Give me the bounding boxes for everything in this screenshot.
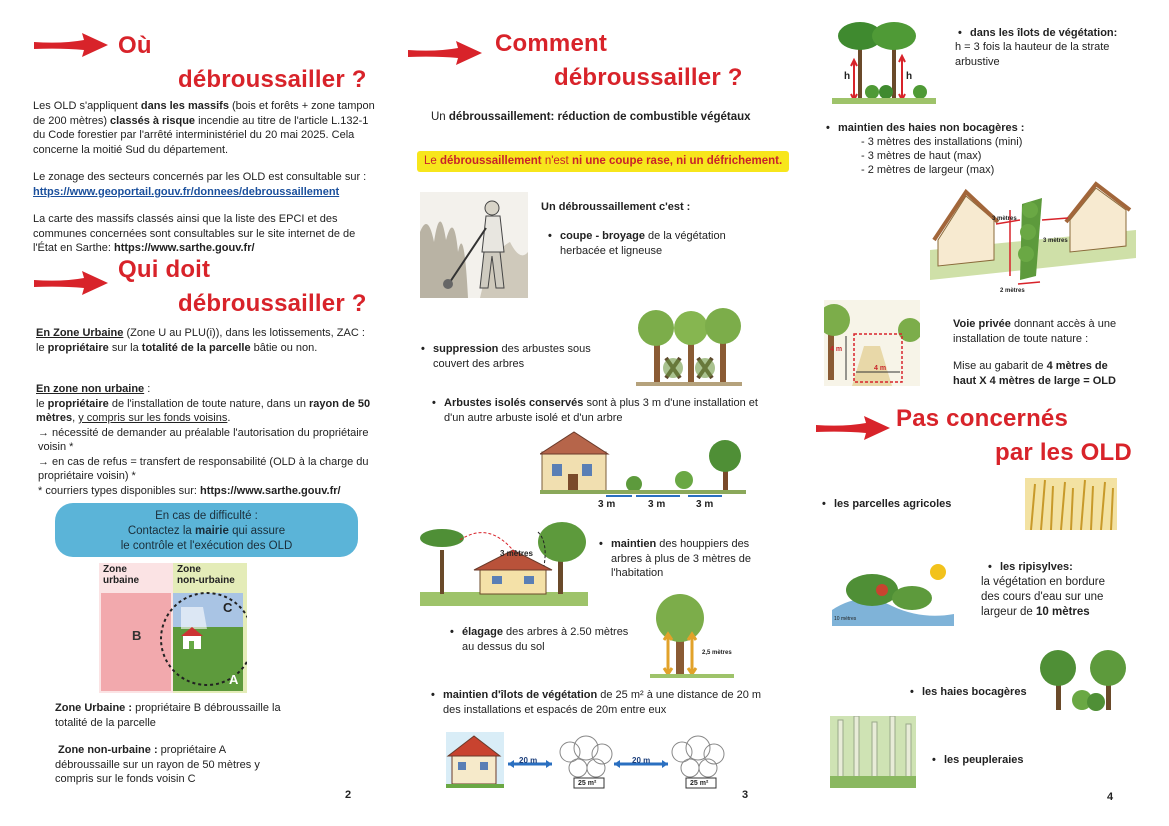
title-par-les-old: par les OLD	[995, 439, 1132, 466]
ilots-vegetation-item: • maintien d'îlots de végétation de 25 m² à une distance de 20 m des installations et espacés de 20m entre eux	[443, 688, 763, 717]
page-number-4: 4	[1107, 791, 1114, 803]
shrub-removal-illustration	[636, 306, 742, 386]
definition-text: Un débroussaillement: réduction de combustible végétaux	[431, 111, 751, 123]
haies-bocageres-item: • les haies bocagères	[922, 685, 1027, 700]
voie-privee-illustration	[824, 300, 920, 386]
ilot-area-2: 25 m²	[690, 780, 709, 787]
voie-label-4m-b: 4 m	[874, 365, 887, 372]
dist-label-1: 3 m	[598, 499, 616, 510]
zone-urbaine-text: En Zone Urbaine (Zone U au PLU(i)), dans les lotissements, ZAC : le propriétaire sur la totalité de la parcelle bâtie ou non.	[36, 327, 365, 354]
haies-line-2: - 3 mètres de haut (max)	[861, 150, 982, 162]
title-debroussailler-1: débroussailler ?	[178, 66, 367, 93]
cest-heading: Un débroussaillement c'est :	[541, 201, 691, 213]
geoportail-link[interactable]: https://www.geoportail.gouv.fr/donnees/debroussaillement	[33, 185, 340, 198]
voie-privee-text: Voie privée donnant accès à une installation de toute nature :	[953, 318, 1117, 345]
title-debroussailler-3: débroussailler ?	[554, 64, 743, 91]
haies-line-1: - 3 mètres des installations (mini)	[861, 136, 1023, 148]
ripi-label: 10 mètres	[834, 616, 857, 622]
ilots-height-item: • dans les îlots de végétation:	[970, 26, 1130, 41]
title-comment: Comment	[495, 30, 608, 57]
title-ou: Où	[118, 32, 152, 59]
gabarit-text: Mise au gabarit de 4 mètres de haut X 4 mètres de large = OLD	[953, 360, 1116, 387]
title-debroussailler-2: débroussailler ?	[178, 290, 367, 317]
ilots-height-illustration	[832, 18, 936, 104]
parcelles-agricoles-item: • les parcelles agricoles	[834, 497, 951, 512]
ripisylve-illustration	[832, 560, 954, 626]
elagage-label: 2,5 mètres	[702, 650, 732, 656]
highlight-warning: Le débroussaillement n'est ni une coupe rase, ni un défrichement.	[417, 151, 789, 172]
dist-label-2: 3 m	[648, 499, 666, 510]
carte-text: La carte des massifs classés ainsi que la liste des EPCI et des communes concernées sont consultables sur le site internet de de l'État en Sarthe: https://www.sarthe.gouv.fr/	[33, 213, 356, 255]
zonage-text: Le zonage des secteurs concernés par les OLD est consultable sur : https://www.geoportail.gouv.fr/donnees/debroussaillement	[33, 171, 367, 198]
voie-label-4m-a: 4 m	[830, 346, 843, 353]
haie-label-3m-b: 3 mètres	[1043, 238, 1068, 244]
isolated-shrubs-diagram	[540, 428, 746, 512]
page-number-2: 2	[345, 789, 352, 801]
haies-non-bocageres-item: • maintien des haies non bocagères :	[838, 121, 1058, 136]
h-label-2: h	[906, 71, 913, 82]
map-label-b: B	[132, 628, 142, 643]
wheat-field-illustration	[1025, 478, 1117, 530]
arbustes-isoles-item: • Arbustes isolés conservés sont à plus 3 m d'une installation et d'un autre arbuste isolé et d'un arbre	[444, 396, 766, 425]
haies-bocageres-illustration	[1038, 646, 1130, 714]
map-label-c: C	[223, 600, 233, 615]
ilots-height-text: h = 3 fois la hauteur de la strate arbustive	[955, 41, 1110, 68]
houppier-label: 3 mètres	[500, 549, 533, 558]
intro-paragraph: Les OLD s'appliquent dans les massifs (bois et forêts + zone tampon de 200 mètres) classés à risque incendie au titre de l'article L.132-1 du Code forestier par l'arrêté interministériel du 20 mai 2025. Cela concerne la moitié Sud du département.	[33, 100, 375, 156]
haie-house-diagram	[930, 180, 1138, 296]
suppression-item: • suppression des arbustes sous couvert des arbres	[433, 342, 603, 371]
red-arrow-icon	[814, 413, 892, 443]
haies-line-3: - 2 mètres de largeur (max)	[861, 164, 995, 176]
coupe-broyage-item: • coupe - broyage de la végétation herbacée et ligneuse	[560, 229, 730, 258]
red-arrow-icon	[32, 30, 110, 60]
haie-label-2m: 2 mètres	[1000, 288, 1025, 294]
page-number-3: 3	[742, 789, 749, 801]
worker-brushcutter-illustration	[420, 192, 528, 298]
mairie-contact-pill: En cas de difficulté : Contactez la mairie qui assure le contrôle et l'exécution des OLD	[55, 503, 358, 557]
map-zone-urbaine-label: Zone urbaine	[103, 564, 140, 586]
haie-label-3m-a: 3 mètres	[992, 216, 1017, 222]
dist-label-3: 3 m	[696, 499, 714, 510]
map-label-a: A	[229, 672, 239, 687]
red-arrow-icon	[406, 38, 484, 68]
zone-non-urbaine-text: En zone non urbaine : le propriétaire de l'installation de toute nature, dans un rayon de 50 mètres, y compris sur les fonds voisins. → nécessité de demander au préalable l'autorisation du propriétaire voisin * → en cas de refus = transfert de responsabilité (OLD à la charge du propriétaire voisin) * * courriers types disponibles sur: https://www.sarthe.gouv.fr/	[36, 383, 371, 497]
map-zone-non-urbaine-label: Zone non-urbaine	[177, 564, 235, 586]
houppiers-item: • maintien des houppiers des arbres à plus de 3 mètres de l'habitation	[611, 537, 761, 581]
peupleraie-illustration	[830, 716, 916, 788]
zone-map-diagram	[99, 563, 247, 693]
ilot-dist-20m-1: 20 m	[519, 756, 538, 765]
h-label-1: h	[844, 71, 851, 82]
ripisylves-item: • les ripisylves:	[1000, 560, 1073, 575]
elagage-item: • élagage des arbres à 2.50 mètres au dessus du sol	[462, 625, 642, 654]
sarthe-link[interactable]: https://www.sarthe.gouv.fr/	[113, 242, 255, 255]
peupleraies-item: • les peupleraies	[944, 753, 1024, 768]
zone-non-urbaine-caption: Zone non-urbaine : propriétaire A débroussaille sur un rayon de 50 mètres y compris sur le fonds voisin C	[55, 744, 260, 786]
houppiers-illustration	[420, 520, 588, 606]
ripisylves-text: la végétation en bordure des cours d'eau sur une largeur de 10 mètres	[981, 576, 1106, 619]
title-pas-concernes: Pas concernés	[896, 405, 1069, 432]
zone-urbaine-caption: Zone Urbaine : propriétaire B débroussaille la totalité de la parcelle	[55, 702, 281, 729]
elagage-tree-illustration	[650, 592, 734, 678]
ilot-area-1: 25 m²	[578, 780, 597, 787]
ilot-dist-20m-2: 20 m	[632, 756, 651, 765]
title-qui-doit: Qui doit	[118, 256, 211, 283]
ilots-distance-diagram	[446, 732, 726, 790]
red-arrow-icon	[32, 268, 110, 298]
